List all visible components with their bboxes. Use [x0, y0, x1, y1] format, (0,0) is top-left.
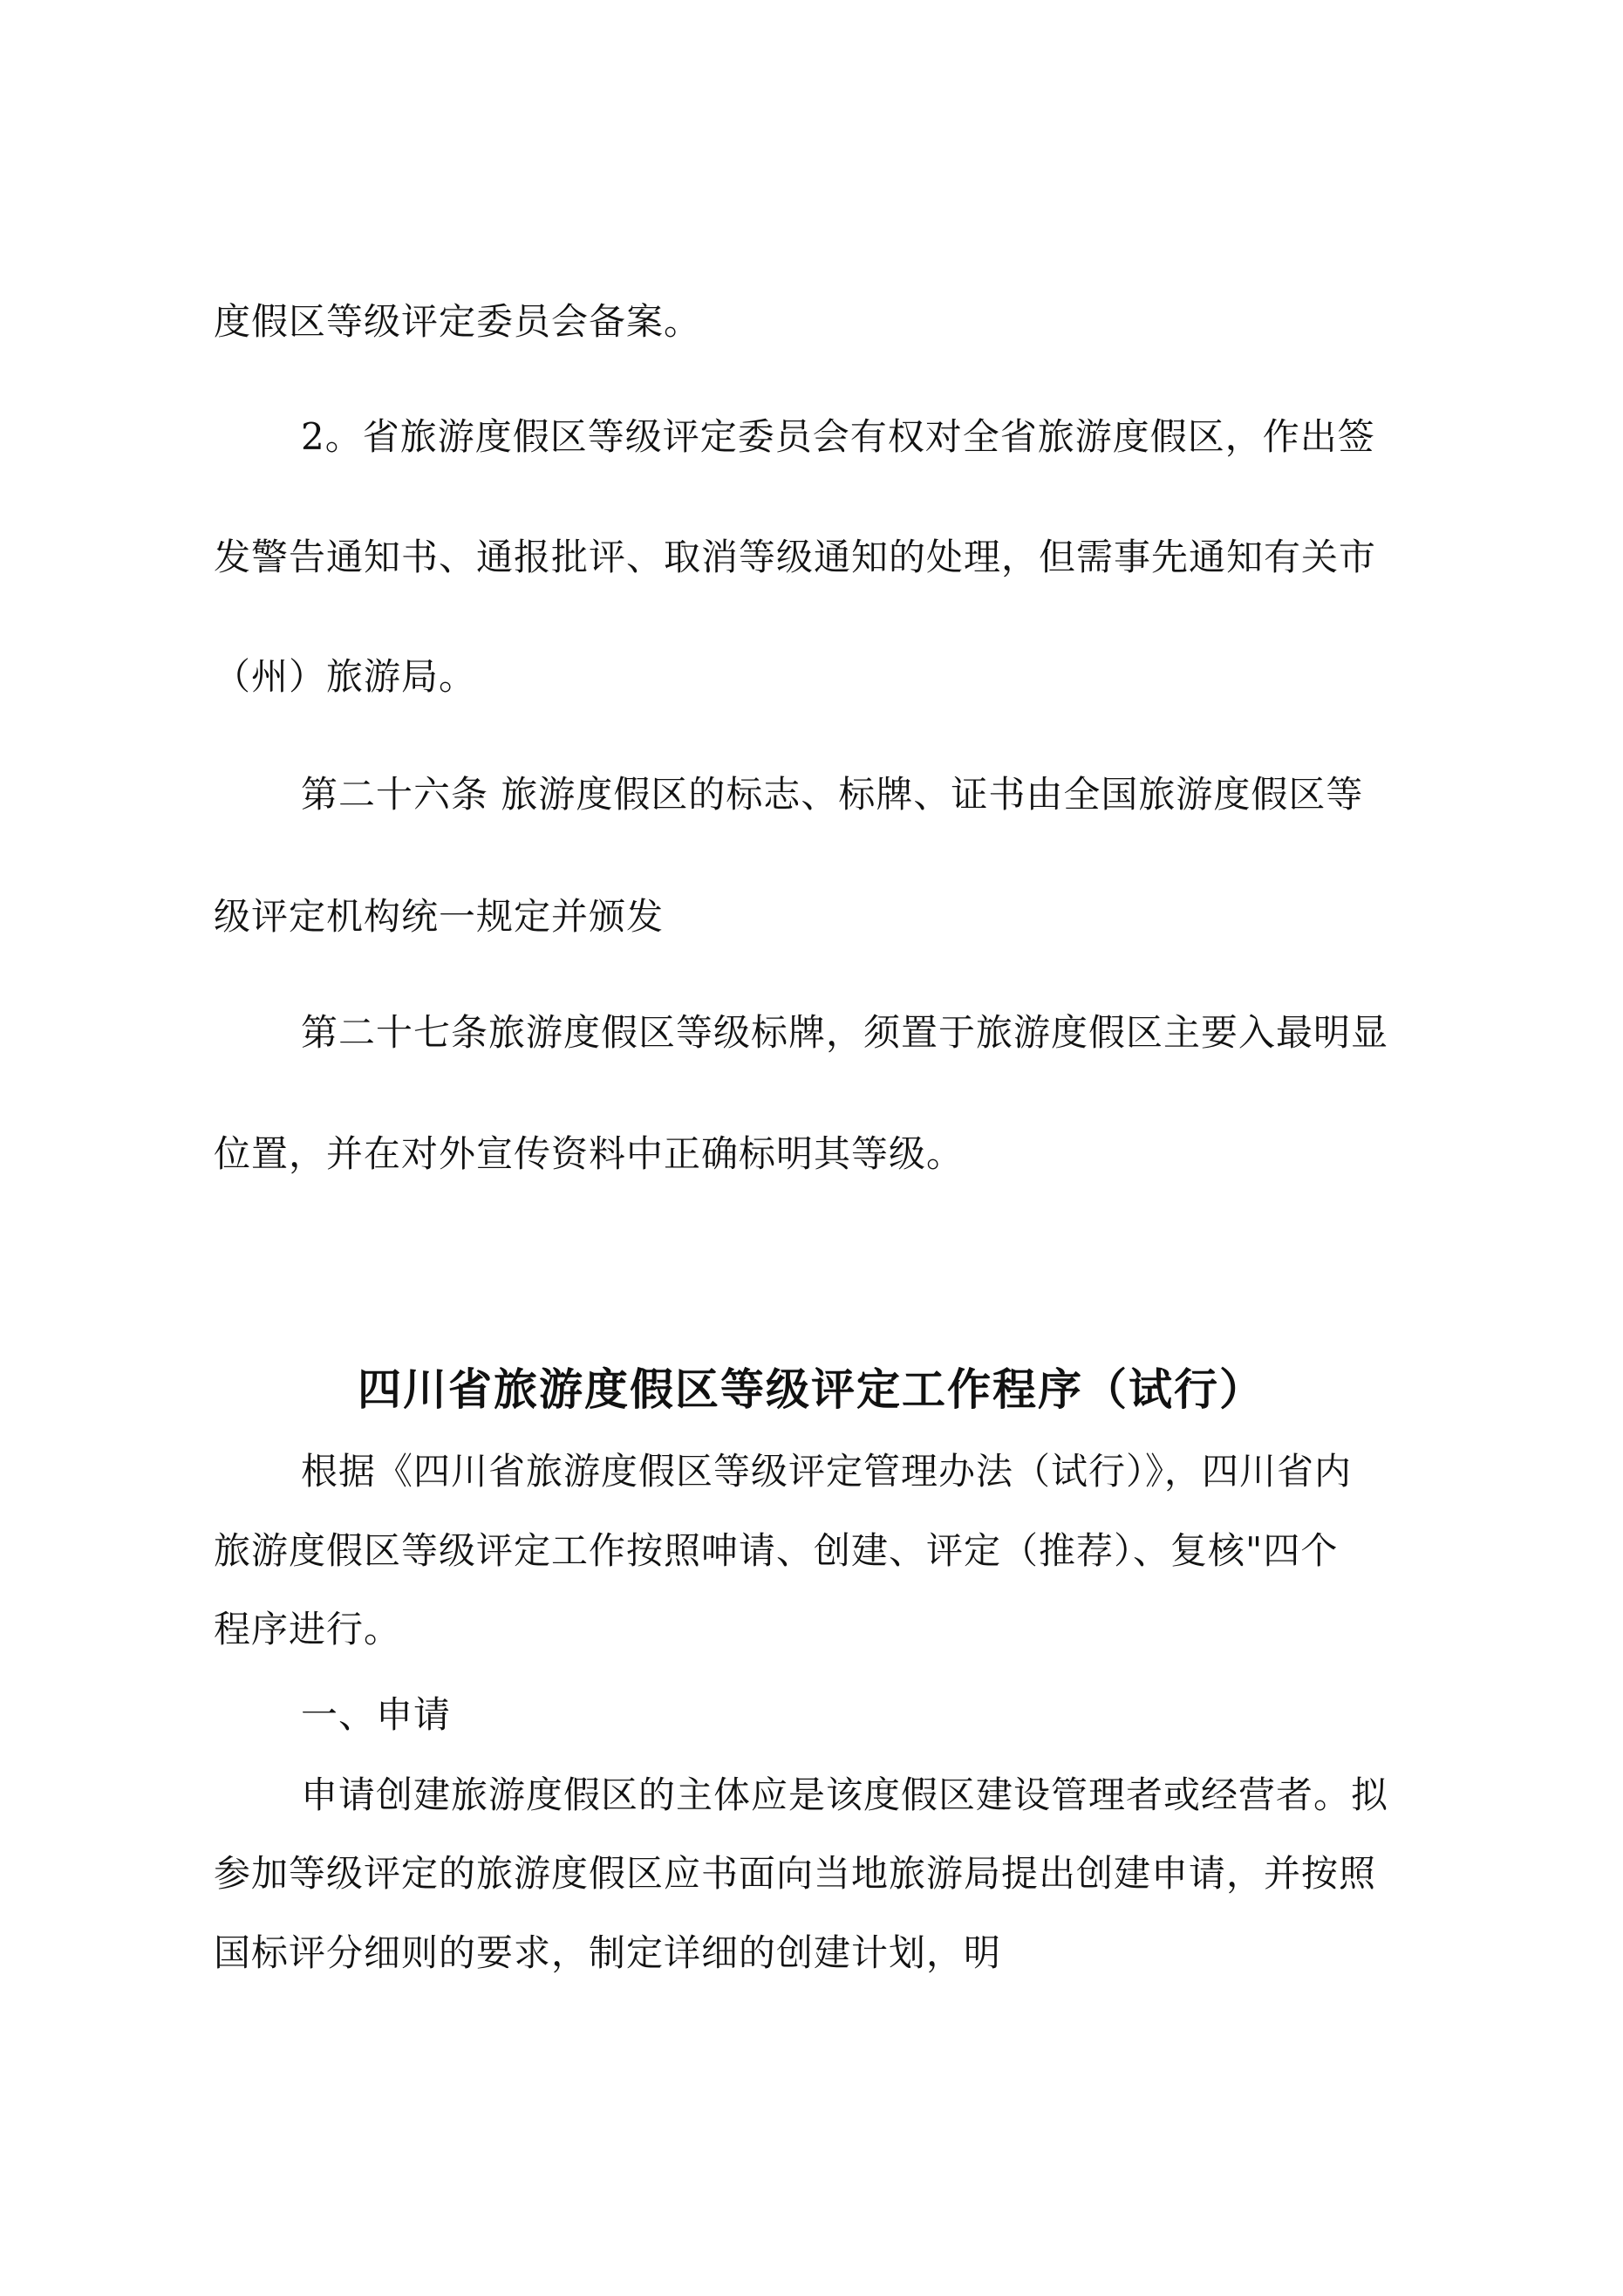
paragraph-line: 根据《四川省旅游度假区等级评定管理办法（试行）》，四川省内	[301, 1450, 1353, 1493]
paragraph-line: 程序进行。	[214, 1608, 402, 1650]
paragraph-line: 2。省旅游度假区等级评定委员会有权对全省旅游度假区，作出签	[301, 415, 1375, 458]
paragraph-line: 度假区等级评定委员会备案。	[214, 300, 702, 343]
section-title: 四川省旅游度假区等级评定工作程序（试行）	[358, 1363, 1265, 1415]
paragraph-line: 发警告通知书、通报批评、取消等级通知的处理，但需事先通知有关市	[214, 536, 1377, 578]
subsection-heading: 一、申请	[301, 1693, 452, 1736]
paragraph-line: 申请创建旅游度假区的主体应是该度假区建设管理者或经营者。拟	[301, 1773, 1389, 1816]
paragraph-line: 国标评分细则的要求，制定详细的创建计划，明	[214, 1931, 1002, 1974]
paragraph-line: 位置，并在对外宣传资料中正确标明其等级。	[214, 1132, 965, 1175]
paragraph-line: （州）旅游局。	[214, 655, 477, 698]
paragraph-line: 旅游度假区等级评定工作按照呻请、创建、评定（推荐）、复核"四个	[214, 1529, 1339, 1572]
paragraph-line: 级评定机构统一规定并颁发	[214, 895, 665, 938]
paragraph-line: 参加等级评定的旅游度假区应书面向当地旅游局提出创建申请，并按照	[214, 1852, 1377, 1895]
paragraph-line: 第二十七条旅游度假区等级标牌，须置于旅游度假区主要入最明显	[301, 1011, 1389, 1054]
paragraph-line: 第二十六条 旅游度假区的标志、标牌、证书由全国旅游度假区等	[301, 773, 1364, 816]
